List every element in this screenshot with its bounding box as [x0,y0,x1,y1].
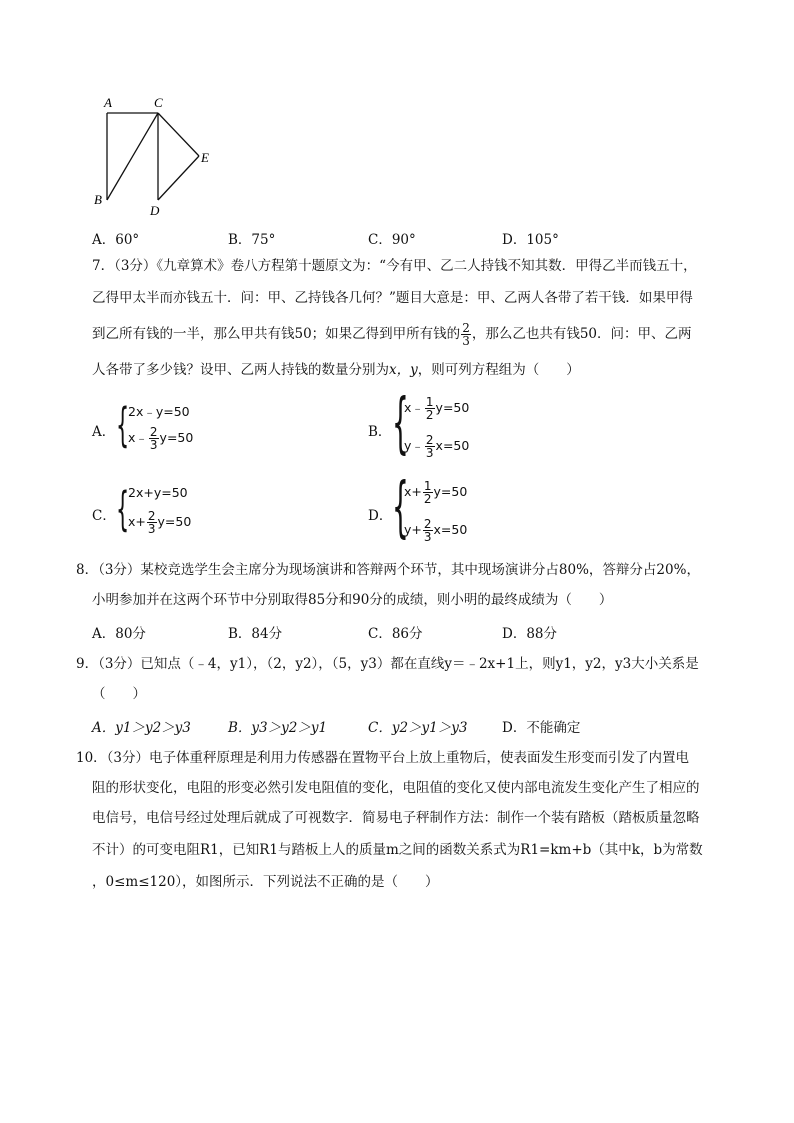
q7-option-d-eq2: y+ $\frac{2}{3}$ x=50 [404,517,468,544]
q8-option-c[interactable]: C．86分 [368,626,423,642]
q9-option-c[interactable]: C．y2＞y1＞y3 [368,720,468,736]
q9-line-1: 9．（3分）已知点（﹣4，y1），（2，y2），（5，y3）都在直线y＝﹣2x+1上，则y1，y2，y3大小关系是 [76,656,699,672]
q9-line-2: （ ） [92,686,146,702]
segment-cb [107,113,158,200]
two-thirds-fraction: $\frac{2}{3}$ [462,321,470,348]
q10-line-4: 不计）的可变电阻R1，已知R1与踏板上人的质量m之间的函数关系式为R1=km+b（其中k，b为常数 [92,842,703,858]
segment-ed [158,156,199,200]
brace-icon: { [116,482,130,536]
q7-option-a-eq2: x﹣ $\frac{2}{3}$ y=50 [128,425,194,452]
q7-option-a-eq1: 2x﹣y=50 [128,404,190,419]
brace-icon: { [392,468,409,545]
q6-option-d[interactable]: D．105° [502,232,559,248]
q7-option-c-eq2: x+ $\frac{2}{3}$ y=50 [128,509,192,536]
point-label-d: D [150,203,160,218]
q6-option-a[interactable]: A．60° [92,232,140,248]
q6-option-c[interactable]: C．90° [368,232,416,248]
q9-option-a[interactable]: A．y1＞y2＞y3 [92,720,191,736]
point-label-a: A [104,95,112,110]
q7-line-2: 乙得甲太半而亦钱五十．问：甲、乙持钱各几何？”题目大意是：甲、乙两人各带了若干钱．如果甲得 [92,290,693,306]
q7-option-d-label[interactable]: D． [368,508,393,524]
q7-option-c-label[interactable]: C． [92,508,116,524]
geometry-figure [90,92,220,220]
point-label-b: B [94,192,102,207]
q8-line-2: 小明参加并在这两个环节中分别取得85分和90分的成绩，则小明的最终成绩为（ ） [92,592,613,608]
q6-option-b[interactable]: B．75° [228,232,276,248]
q7-option-d-eq1: x+ $\frac{1}{2}$ y=50 [404,479,468,506]
q7-option-c-eq1: 2x+y=50 [128,485,188,500]
q9-option-d[interactable]: D．不能确定 [502,720,581,736]
q8-option-d[interactable]: D．88分 [502,626,558,642]
q7-option-b-eq1: x﹣ $\frac{1}{2}$ y=50 [404,395,470,422]
segment-ce [158,113,199,156]
q8-option-a[interactable]: A．80分 [92,626,146,642]
q10-line-5: ，0≤m≤120），如图所示．下列说法不正确的是（ ） [92,874,439,890]
q8-line-1: 8．（3分）某校竞选学生会主席分为现场演讲和答辩两个环节，其中现场演讲分占80%，答辩分占20%， [76,562,700,578]
point-label-c: C [154,95,163,110]
q7-line-4: 人各带了多少钱？设甲、乙两人持钱的数量分别为x，y，则可列方程组为（ ） [92,362,580,378]
brace-icon: { [392,384,409,461]
point-label-e: E [201,150,209,165]
q9-option-b[interactable]: B．y3＞y2＞y1 [228,720,328,736]
q10-line-1: 10．（3分）电子体重秤原理是利用力传感器在置物平台上放上重物后，使表面发生形变而引发了内置电 [76,750,690,766]
q10-line-2: 阻的形状变化，电阻的形变必然引发电阻值的变化，电阻值的变化又使内部电流发生变化产生了相应的 [92,780,700,796]
q7-option-b-label[interactable]: B． [368,424,392,440]
q7-line-3: 到乙所有钱的一半，那么甲共有钱50；如果乙得到甲所有钱的 $\frac{2}{3}$ ，那么乙也共有钱50．问：甲、乙两 [92,321,692,348]
q8-option-b[interactable]: B．84分 [228,626,283,642]
q7-option-b-eq2: y﹣ $\frac{2}{3}$ x=50 [404,433,470,460]
q7-line-1: 7．（3分）《九章算术》卷八方程第十题原文为：“今有甲、乙二人持钱不知其数．甲得乙半而钱五十， [92,258,697,274]
brace-icon: { [116,398,130,452]
q10-line-3: 电信号，电信号经过处理后就成了可视数字．简易电子秤制作方法：制作一个装有踏板（踏板质量忽略 [92,810,700,826]
q7-option-a-label[interactable]: A． [92,424,116,440]
